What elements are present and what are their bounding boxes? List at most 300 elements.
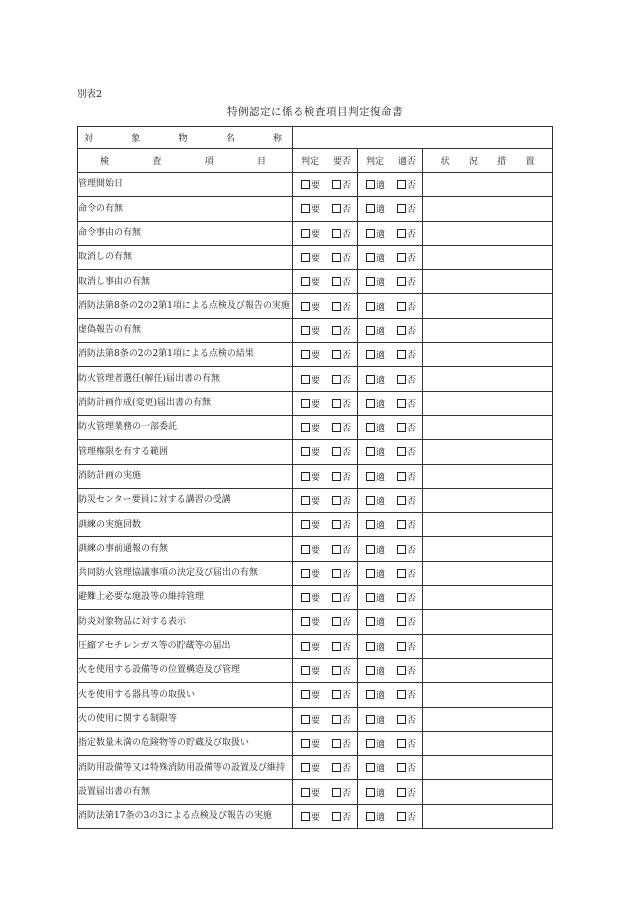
checkbox-icon <box>366 520 375 529</box>
status-action-cell[interactable] <box>423 270 553 294</box>
checkbox-not-suitable[interactable]: 否 <box>397 445 416 458</box>
table-row <box>78 756 553 780</box>
checkbox-not-required[interactable]: 否 <box>332 761 351 774</box>
inspection-item-label: 圧縮アセチレンガス等の貯蔵等の届出 <box>78 634 293 658</box>
status-action-cell[interactable] <box>423 294 553 318</box>
inspection-item-label: 虚偽報告の有無 <box>78 318 293 342</box>
table-row <box>78 513 553 537</box>
checkbox-icon <box>366 326 375 335</box>
checkbox-icon <box>301 569 310 578</box>
checkbox-icon <box>397 763 406 772</box>
judge-required-cell <box>293 173 358 197</box>
checkbox-suitable[interactable]: 適 <box>366 373 385 386</box>
table-row <box>78 270 553 294</box>
checkbox-not-required[interactable]: 否 <box>332 640 351 653</box>
checkbox-icon <box>397 788 406 797</box>
checkbox-icon <box>332 423 341 432</box>
checkbox-suitable[interactable]: 適 <box>366 421 385 434</box>
checkbox-not-required[interactable]: 否 <box>332 445 351 458</box>
checkbox-not-required[interactable]: 否 <box>332 786 351 799</box>
judge-required-cell <box>293 343 358 367</box>
inspection-item-label: 消防計画作成(変更)届出書の有無 <box>78 391 293 415</box>
inspection-item-label: 火を使用する器具等の取扱い <box>78 683 293 707</box>
judge-suitable-cell <box>358 561 423 585</box>
target-name-label: 対 象 物 名 称 <box>78 127 293 149</box>
checkbox-suitable[interactable]: 適 <box>366 494 385 507</box>
checkbox-icon <box>301 812 310 821</box>
judge-required-cell <box>293 780 358 804</box>
checkbox-required[interactable]: 要 <box>301 615 320 628</box>
status-action-cell[interactable] <box>423 391 553 415</box>
checkbox-icon <box>366 302 375 311</box>
checkbox-not-required[interactable]: 否 <box>332 494 351 507</box>
inspection-item-label: 取消し事由の有無 <box>78 270 293 294</box>
checkbox-suitable[interactable]: 適 <box>366 300 385 313</box>
table-row <box>78 707 553 731</box>
checkbox-icon <box>397 204 406 213</box>
judge-suitable-cell <box>358 221 423 245</box>
judge-required-cell <box>293 586 358 610</box>
judge-required-cell <box>293 561 358 585</box>
checkbox-not-suitable[interactable]: 否 <box>397 251 416 264</box>
checkbox-icon <box>332 812 341 821</box>
judge-suitable-cell <box>358 197 423 221</box>
checkbox-not-suitable[interactable]: 否 <box>397 543 416 556</box>
checkbox-suitable[interactable]: 適 <box>366 445 385 458</box>
status-action-cell[interactable] <box>423 804 553 828</box>
checkbox-suitable[interactable]: 適 <box>366 640 385 653</box>
checkbox-icon <box>301 715 310 724</box>
checkbox-icon <box>397 593 406 602</box>
checkbox-suitable[interactable]: 適 <box>366 713 385 726</box>
status-action-cell[interactable] <box>423 731 553 755</box>
target-name-row <box>78 127 553 149</box>
checkbox-suitable[interactable]: 適 <box>366 664 385 677</box>
checkbox-suitable[interactable]: 適 <box>366 737 385 750</box>
checkbox-icon <box>397 520 406 529</box>
checkbox-suitable[interactable]: 適 <box>366 275 385 288</box>
table-row <box>78 294 553 318</box>
checkbox-suitable[interactable]: 適 <box>366 251 385 264</box>
judge-suitable-cell <box>358 440 423 464</box>
checkbox-icon <box>332 666 341 675</box>
checkbox-icon <box>366 569 375 578</box>
judge-required-cell <box>293 731 358 755</box>
status-action-cell[interactable] <box>423 318 553 342</box>
status-action-cell[interactable] <box>423 537 553 561</box>
checkbox-icon <box>332 545 341 554</box>
checkbox-required[interactable]: 要 <box>301 397 320 410</box>
checkbox-suitable[interactable]: 適 <box>366 688 385 701</box>
checkbox-icon <box>366 642 375 651</box>
table-row <box>78 658 553 682</box>
inspection-item-label: 設置届出書の有無 <box>78 780 293 804</box>
status-action-cell[interactable] <box>423 610 553 634</box>
judge-suitable-cell <box>358 245 423 269</box>
checkbox-icon <box>332 739 341 748</box>
checkbox-icon <box>366 739 375 748</box>
checkbox-not-suitable[interactable]: 否 <box>397 518 416 531</box>
judge-suitable-cell <box>358 804 423 828</box>
checkbox-required[interactable]: 要 <box>301 664 320 677</box>
checkbox-icon <box>301 788 310 797</box>
checkbox-suitable[interactable]: 適 <box>366 324 385 337</box>
inspection-item-label: 命令事由の有無 <box>78 221 293 245</box>
checkbox-icon <box>301 617 310 626</box>
checkbox-not-required[interactable]: 否 <box>332 348 351 361</box>
checkbox-icon <box>332 472 341 481</box>
checkbox-icon <box>397 399 406 408</box>
inspection-table <box>77 126 553 829</box>
status-action-cell[interactable] <box>423 683 553 707</box>
checkbox-icon <box>332 715 341 724</box>
checkbox-not-suitable[interactable]: 否 <box>397 227 416 240</box>
checkbox-not-required[interactable]: 否 <box>332 615 351 628</box>
checkbox-icon <box>366 763 375 772</box>
judge-suitable-cell <box>358 318 423 342</box>
checkbox-icon <box>332 399 341 408</box>
checkbox-suitable[interactable]: 適 <box>366 202 385 215</box>
table-row <box>78 537 553 561</box>
checkbox-icon <box>366 180 375 189</box>
inspection-item-label: 避難上必要な施設等の維持管理 <box>78 586 293 610</box>
checkbox-not-suitable[interactable]: 否 <box>397 275 416 288</box>
checkbox-not-suitable[interactable]: 否 <box>397 373 416 386</box>
checkbox-not-required[interactable]: 否 <box>332 178 351 191</box>
checkbox-required[interactable]: 要 <box>301 518 320 531</box>
inspection-item-label: 消防計画の実施 <box>78 464 293 488</box>
checkbox-not-suitable[interactable]: 否 <box>397 397 416 410</box>
checkbox-required[interactable]: 要 <box>301 737 320 750</box>
checkbox-icon <box>301 277 310 286</box>
checkbox-suitable[interactable]: 適 <box>366 470 385 483</box>
status-action-cell[interactable] <box>423 343 553 367</box>
checkbox-icon <box>332 229 341 238</box>
checkbox-icon <box>366 788 375 797</box>
inspection-item-label: 防火管理業務の一部委託 <box>78 415 293 439</box>
checkbox-required[interactable]: 要 <box>301 251 320 264</box>
status-action-cell[interactable] <box>423 513 553 537</box>
status-action-cell[interactable] <box>423 173 553 197</box>
checkbox-required[interactable]: 要 <box>301 761 320 774</box>
checkbox-not-suitable[interactable]: 否 <box>397 202 416 215</box>
checkbox-icon <box>301 496 310 505</box>
checkbox-required[interactable]: 要 <box>301 275 320 288</box>
checkbox-not-required[interactable]: 否 <box>332 688 351 701</box>
checkbox-not-suitable[interactable]: 否 <box>397 470 416 483</box>
checkbox-suitable[interactable]: 適 <box>366 786 385 799</box>
checkbox-icon <box>301 423 310 432</box>
checkbox-icon <box>366 277 375 286</box>
checkbox-not-required[interactable]: 否 <box>332 227 351 240</box>
checkbox-icon <box>366 423 375 432</box>
status-action-cell[interactable] <box>423 488 553 512</box>
checkbox-not-suitable[interactable]: 否 <box>397 324 416 337</box>
checkbox-not-suitable[interactable]: 否 <box>397 810 416 823</box>
checkbox-not-suitable[interactable]: 否 <box>397 786 416 799</box>
checkbox-not-required[interactable]: 否 <box>332 518 351 531</box>
judge-required-cell <box>293 391 358 415</box>
status-action-cell[interactable] <box>423 586 553 610</box>
checkbox-suitable[interactable]: 適 <box>366 518 385 531</box>
checkbox-not-suitable[interactable]: 否 <box>397 737 416 750</box>
checkbox-not-required[interactable]: 否 <box>332 543 351 556</box>
checkbox-required[interactable]: 要 <box>301 470 320 483</box>
checkbox-icon <box>301 253 310 262</box>
judge-suitable-cell <box>358 756 423 780</box>
table-row <box>78 634 553 658</box>
checkbox-icon <box>301 180 310 189</box>
checkbox-icon <box>332 642 341 651</box>
judge-suitable-cell <box>358 294 423 318</box>
checkbox-not-required[interactable]: 否 <box>332 713 351 726</box>
checkbox-not-required[interactable]: 否 <box>332 470 351 483</box>
status-action-cell[interactable] <box>423 464 553 488</box>
checkbox-required[interactable]: 要 <box>301 688 320 701</box>
checkbox-icon <box>366 447 375 456</box>
checkbox-not-required[interactable]: 否 <box>332 810 351 823</box>
judge-required-cell <box>293 683 358 707</box>
table-row <box>78 586 553 610</box>
checkbox-icon <box>301 375 310 384</box>
checkbox-icon <box>332 447 341 456</box>
checkbox-icon <box>366 715 375 724</box>
checkbox-suitable[interactable]: 適 <box>366 178 385 191</box>
checkbox-icon <box>397 253 406 262</box>
checkbox-suitable[interactable]: 適 <box>366 567 385 580</box>
checkbox-icon <box>366 593 375 602</box>
inspection-item-label: 消防用設備等又は特殊消防用設備等の設置及び維持 <box>78 756 293 780</box>
checkbox-icon <box>301 642 310 651</box>
checkbox-not-required[interactable]: 否 <box>332 567 351 580</box>
checkbox-icon <box>332 180 341 189</box>
checkbox-required[interactable]: 要 <box>301 300 320 313</box>
judge-required-cell <box>293 610 358 634</box>
judge-required-cell <box>293 707 358 731</box>
checkbox-required[interactable]: 要 <box>301 348 320 361</box>
checkbox-not-required[interactable]: 否 <box>332 373 351 386</box>
checkbox-icon <box>397 375 406 384</box>
judge-suitable-cell <box>358 367 423 391</box>
checkbox-not-required[interactable]: 否 <box>332 251 351 264</box>
judge-suitable-cell <box>358 586 423 610</box>
judge-required-cell <box>293 245 358 269</box>
checkbox-icon <box>366 204 375 213</box>
checkbox-icon <box>366 253 375 262</box>
checkbox-required[interactable]: 要 <box>301 324 320 337</box>
checkbox-not-suitable[interactable]: 否 <box>397 421 416 434</box>
checkbox-not-suitable[interactable]: 否 <box>397 348 416 361</box>
status-action-cell[interactable] <box>423 707 553 731</box>
checkbox-not-required[interactable]: 否 <box>332 397 351 410</box>
status-action-cell[interactable] <box>423 634 553 658</box>
checkbox-required[interactable]: 要 <box>301 786 320 799</box>
checkbox-suitable[interactable]: 適 <box>366 810 385 823</box>
checkbox-required[interactable]: 要 <box>301 591 320 604</box>
col-header-item: 検 査 項 目 <box>78 149 293 173</box>
col-header-judge-suitable: 判定 適否 <box>358 149 423 173</box>
checkbox-icon <box>397 715 406 724</box>
inspection-item-label: 訓練の事前通報の有無 <box>78 537 293 561</box>
inspection-item-label: 取消しの有無 <box>78 245 293 269</box>
judge-required-cell <box>293 367 358 391</box>
attachment-label: 別表2 <box>77 89 103 100</box>
status-action-cell[interactable] <box>423 756 553 780</box>
judge-suitable-cell <box>358 780 423 804</box>
checkbox-icon <box>366 375 375 384</box>
inspection-item-label: 消防法第8条の2の2第1項による点検の結果 <box>78 343 293 367</box>
checkbox-not-suitable[interactable]: 否 <box>397 494 416 507</box>
checkbox-required[interactable]: 要 <box>301 178 320 191</box>
checkbox-not-required[interactable]: 否 <box>332 737 351 750</box>
checkbox-required[interactable]: 要 <box>301 494 320 507</box>
checkbox-icon <box>301 350 310 359</box>
checkbox-icon <box>301 204 310 213</box>
inspection-item-label: 防災センター要員に対する講習の受講 <box>78 488 293 512</box>
checkbox-suitable[interactable]: 適 <box>366 615 385 628</box>
checkbox-icon <box>397 642 406 651</box>
checkbox-icon <box>397 229 406 238</box>
judge-required-cell <box>293 804 358 828</box>
checkbox-suitable[interactable]: 適 <box>366 761 385 774</box>
checkbox-icon <box>301 229 310 238</box>
judge-suitable-cell <box>358 658 423 682</box>
checkbox-icon <box>366 350 375 359</box>
target-name-value[interactable] <box>293 127 553 149</box>
checkbox-not-suitable[interactable]: 否 <box>397 664 416 677</box>
judge-required-cell <box>293 513 358 537</box>
checkbox-required[interactable]: 要 <box>301 543 320 556</box>
checkbox-icon <box>301 326 310 335</box>
status-action-cell[interactable] <box>423 780 553 804</box>
status-action-cell[interactable] <box>423 561 553 585</box>
table-row <box>78 245 553 269</box>
checkbox-suitable[interactable]: 適 <box>366 543 385 556</box>
inspection-item-label: 火の使用に関する制限等 <box>78 707 293 731</box>
checkbox-suitable[interactable]: 適 <box>366 591 385 604</box>
table-row <box>78 440 553 464</box>
judge-suitable-cell <box>358 513 423 537</box>
checkbox-not-suitable[interactable]: 否 <box>397 300 416 313</box>
checkbox-not-required[interactable]: 否 <box>332 300 351 313</box>
checkbox-icon <box>332 204 341 213</box>
checkbox-required[interactable]: 要 <box>301 227 320 240</box>
status-action-cell[interactable] <box>423 658 553 682</box>
status-action-cell[interactable] <box>423 415 553 439</box>
checkbox-not-required[interactable]: 否 <box>332 324 351 337</box>
checkbox-icon <box>397 496 406 505</box>
status-action-cell[interactable] <box>423 367 553 391</box>
table-row <box>78 391 553 415</box>
checkbox-icon <box>397 447 406 456</box>
checkbox-required[interactable]: 要 <box>301 445 320 458</box>
table-row <box>78 318 553 342</box>
checkbox-not-required[interactable]: 否 <box>332 421 351 434</box>
checkbox-icon <box>301 763 310 772</box>
inspection-item-label: 防火管理者選任(解任)届出書の有無 <box>78 367 293 391</box>
checkbox-not-suitable[interactable]: 否 <box>397 615 416 628</box>
checkbox-required[interactable]: 要 <box>301 567 320 580</box>
judge-suitable-cell <box>358 683 423 707</box>
checkbox-not-suitable[interactable]: 否 <box>397 688 416 701</box>
checkbox-not-suitable[interactable]: 否 <box>397 640 416 653</box>
checkbox-not-required[interactable]: 否 <box>332 202 351 215</box>
checkbox-icon <box>366 812 375 821</box>
table-row <box>78 173 553 197</box>
checkbox-icon <box>397 277 406 286</box>
checkbox-icon <box>301 739 310 748</box>
checkbox-icon <box>332 763 341 772</box>
judge-suitable-cell <box>358 270 423 294</box>
judge-required-cell <box>293 318 358 342</box>
checkbox-not-suitable[interactable]: 否 <box>397 178 416 191</box>
checkbox-required[interactable]: 要 <box>301 373 320 386</box>
judge-suitable-cell <box>358 464 423 488</box>
judge-required-cell <box>293 270 358 294</box>
status-action-cell[interactable] <box>423 440 553 464</box>
checkbox-not-required[interactable]: 否 <box>332 275 351 288</box>
checkbox-required[interactable]: 要 <box>301 640 320 653</box>
checkbox-required[interactable]: 要 <box>301 810 320 823</box>
status-action-cell[interactable] <box>423 221 553 245</box>
checkbox-icon <box>366 545 375 554</box>
checkbox-icon <box>301 302 310 311</box>
checkbox-icon <box>332 569 341 578</box>
judge-required-cell <box>293 537 358 561</box>
judge-suitable-cell <box>358 391 423 415</box>
checkbox-icon <box>332 593 341 602</box>
checkbox-not-suitable[interactable]: 否 <box>397 567 416 580</box>
checkbox-required[interactable]: 要 <box>301 713 320 726</box>
judge-suitable-cell <box>358 707 423 731</box>
table-row <box>78 780 553 804</box>
table-row <box>78 415 553 439</box>
checkbox-not-required[interactable]: 否 <box>332 591 351 604</box>
table-row <box>78 561 553 585</box>
checkbox-icon <box>397 812 406 821</box>
checkbox-icon <box>332 302 341 311</box>
checkbox-not-suitable[interactable]: 否 <box>397 713 416 726</box>
checkbox-suitable[interactable]: 適 <box>366 397 385 410</box>
checkbox-required[interactable]: 要 <box>301 421 320 434</box>
checkbox-not-suitable[interactable]: 否 <box>397 591 416 604</box>
checkbox-icon <box>301 447 310 456</box>
judge-required-cell <box>293 221 358 245</box>
col-header-judge-required: 判定 要否 <box>293 149 358 173</box>
checkbox-suitable[interactable]: 適 <box>366 227 385 240</box>
checkbox-required[interactable]: 要 <box>301 202 320 215</box>
document-title: 特例認定に係る検査項目判定復命書 <box>227 106 403 118</box>
judge-suitable-cell <box>358 634 423 658</box>
judge-suitable-cell <box>358 731 423 755</box>
inspection-item-label: 消防法第17条の3の3による点検及び報告の実施 <box>78 804 293 828</box>
checkbox-not-required[interactable]: 否 <box>332 664 351 677</box>
table-row <box>78 367 553 391</box>
status-action-cell[interactable] <box>423 245 553 269</box>
checkbox-icon <box>366 690 375 699</box>
inspection-item-label: 火を使用する設備等の位置構造及び管理 <box>78 658 293 682</box>
judge-required-cell <box>293 197 358 221</box>
checkbox-suitable[interactable]: 適 <box>366 348 385 361</box>
status-action-cell[interactable] <box>423 197 553 221</box>
checkbox-icon <box>301 593 310 602</box>
table-row <box>78 197 553 221</box>
checkbox-icon <box>332 375 341 384</box>
checkbox-not-suitable[interactable]: 否 <box>397 761 416 774</box>
column-header-row <box>78 149 553 173</box>
checkbox-icon <box>397 666 406 675</box>
judge-required-cell <box>293 294 358 318</box>
